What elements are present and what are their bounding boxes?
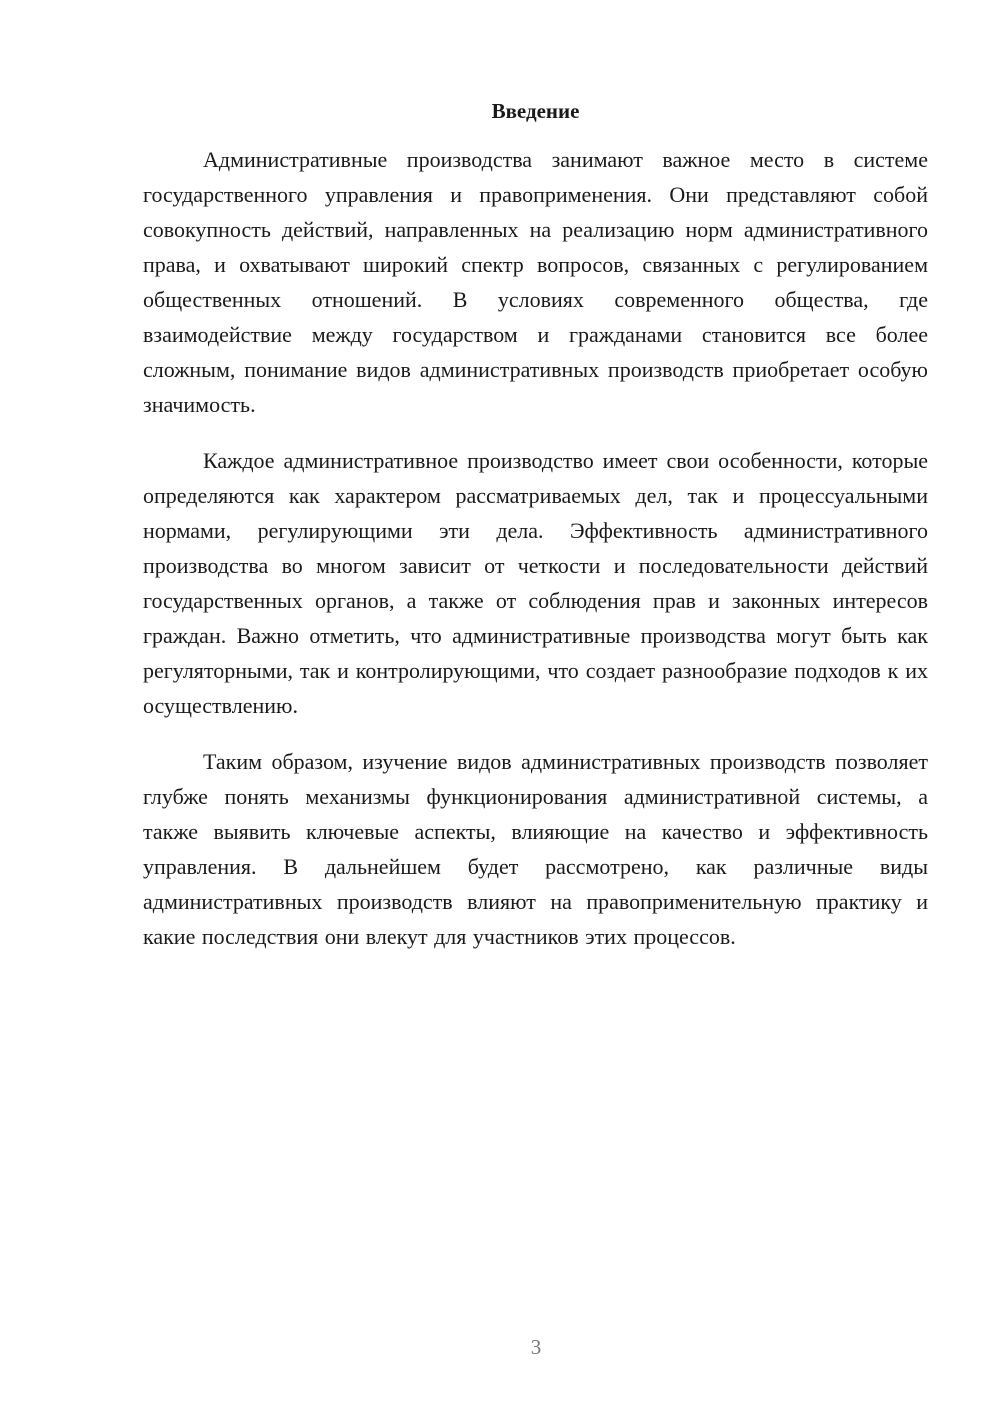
paragraph-1: Административные производства занимают важное место в системе государственного управления и правоприменения. Они представляют собой совокупность действий, направленных на реализацию норм административного права, и охватывают широкий спектр вопросов, связанных с регулированием общественных отношений. В условиях современного общества, где взаимодействие между государством и гражданами становится все более сложным, понимание видов административных производств приобретает особую значимость. (143, 147, 928, 417)
paragraph-2: Каждое административное производство имеет свои особенности, которые определяются как характером рассматриваемых дел, так и процессуальными нормами, регулирующими эти дела. Эффективность административного производства во многом зависит от четкости и последовательности действий государственных органов, а также от соблюдения прав и законных интересов граждан. Важно отметить, что административные производства могут быть как регуляторными, так и контролирующими, что создает разнообразие подходов к их осуществлению. (143, 448, 928, 718)
page-title: Введение (491, 99, 580, 123)
page-number: 3 (530, 1335, 542, 1359)
paragraph-3: Таким образом, изучение видов административных производств позволяет глубже понять механизмы функционирования административной системы, а также выявить ключевые аспекты, влияющие на качество и эффективность управления. В дальнейшем будет рассмотрено, как различные виды административных производств влияют на правоприменительную практику и какие последствия они влекут для участников этих процессов. (143, 749, 928, 949)
body-text (143, 142, 928, 975)
